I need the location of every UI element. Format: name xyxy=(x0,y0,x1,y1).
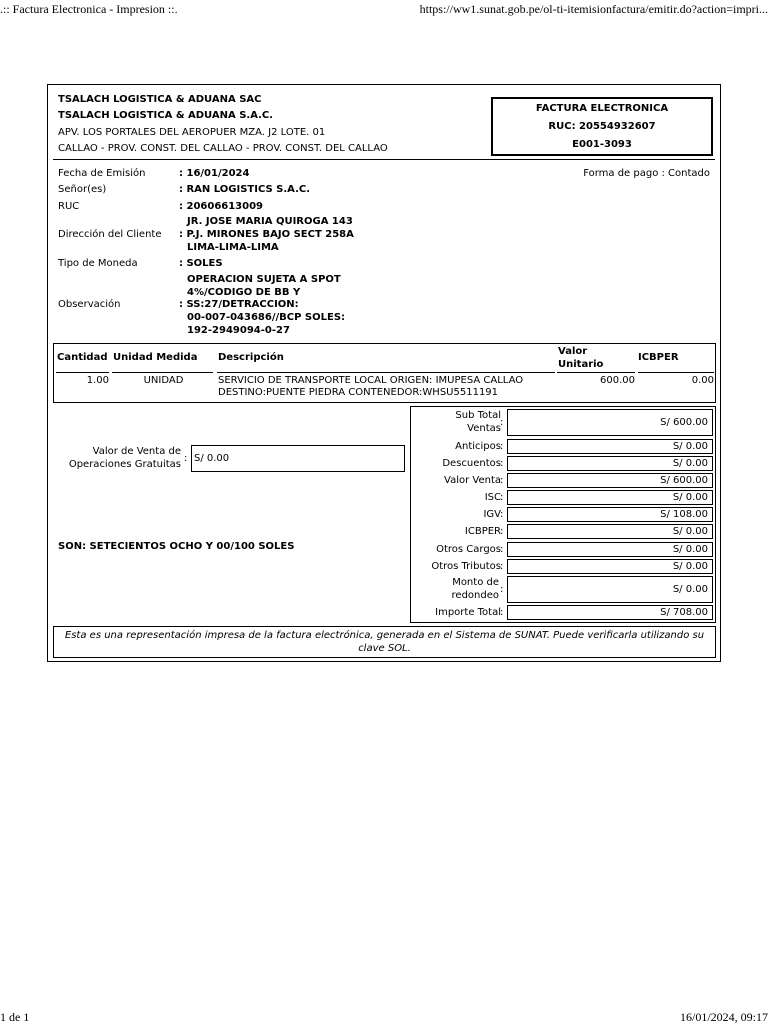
row-valor: 600.00 xyxy=(600,375,635,386)
print-datetime: 16/01/2024, 09:17 xyxy=(679,1010,768,1024)
son-amount-words: SON: SETECIENTOS OCHO Y 00/100 SOLES xyxy=(58,541,295,552)
gratuitas-colon: : xyxy=(184,453,188,464)
row-desc-2: DESTINO:PUENTE PIEDRA CONTENEDOR:WHSU5511191 xyxy=(218,387,499,398)
issuer-address-1: APV. LOS PORTALES DEL AEROPUER MZA. J2 LOTE. 01 xyxy=(58,127,326,138)
print-title: .:: Factura Electronica - Impresion ::. xyxy=(0,2,178,16)
totals-panel xyxy=(410,406,716,623)
dir-line-3: LIMA-LIMA-LIMA xyxy=(187,242,279,253)
descuentos-label: Descuentos xyxy=(442,458,501,469)
importe-total-colon: : xyxy=(500,607,504,618)
issuer-name: TSALACH LOGISTICA & ADUANA SAC xyxy=(58,94,262,105)
redondeo-label-1: Monto de xyxy=(452,577,499,588)
dir-line-2: : P.J. MIRONES BAJO SECT 258A xyxy=(179,229,354,240)
igv-label: IGV xyxy=(483,509,501,520)
otros-tributos-value: S/ 0.00 xyxy=(507,559,713,574)
subtotal-label-1: Sub Total xyxy=(455,410,501,421)
obs-line-1: OPERACION SUJETA A SPOT xyxy=(187,274,341,285)
redondeo-value: S/ 0.00 xyxy=(507,576,713,603)
obs-line-4: 00-007-043686//BCP SOLES: xyxy=(187,312,346,323)
icbper-colon: : xyxy=(500,526,504,537)
gratuitas-value: S/ 0.00 xyxy=(191,445,405,472)
descuentos-colon: : xyxy=(500,458,504,469)
gratuitas-label-1: Valor de Venta de xyxy=(92,446,181,457)
document-id-box xyxy=(491,97,713,156)
anticipos-colon: : xyxy=(500,441,504,452)
redondeo-colon: : xyxy=(500,584,504,595)
dir-label: Dirección del Cliente xyxy=(58,229,162,240)
invoice-document xyxy=(47,84,721,662)
footer-note-line-2: clave SOL. xyxy=(358,643,411,654)
forma-pago: Forma de pago : Contado xyxy=(583,168,710,179)
subtotal-label-2: Ventas xyxy=(467,423,501,434)
col-valor-2: Unitario xyxy=(558,359,604,370)
col-unidad: Unidad Medida xyxy=(113,352,198,363)
row-icbper: 0.00 xyxy=(691,375,714,386)
ruc-value: : 20606613009 xyxy=(179,201,264,212)
footer-note xyxy=(53,626,716,658)
importe-total-label: Importe Total xyxy=(435,607,501,618)
fecha-label: Fecha de Emisión xyxy=(58,168,146,179)
obs-label: Observación xyxy=(58,299,121,310)
issuer-address-2: CALLAO - PROV. CONST. DEL CALLAO - PROV. CONST. DEL CALLAO xyxy=(58,143,388,154)
icbper-value: S/ 0.00 xyxy=(507,524,713,539)
obs-line-5: 192-2949094-0-27 xyxy=(187,325,290,336)
valor-venta-value: S/ 600.00 xyxy=(507,473,713,488)
importe-total-value: S/ 708.00 xyxy=(507,605,713,620)
row-desc-1: SERVICIO DE TRANSPORTE LOCAL ORIGEN: IMUPESA CALLAO xyxy=(218,375,524,386)
otros-cargos-value: S/ 0.00 xyxy=(507,542,713,557)
subtotal-value: S/ 600.00 xyxy=(507,409,713,436)
anticipos-value: S/ 0.00 xyxy=(507,439,713,454)
senor-label: Señor(es) xyxy=(58,184,107,195)
obs-line-3: : SS:27/DETRACCION: xyxy=(179,299,299,310)
items-table xyxy=(53,343,716,403)
redondeo-label-2: redondeo xyxy=(451,590,499,601)
footer-note-line-1: Esta es una representación impresa de la factura electrónica, generada en el Sistema de SUNAT. Puede verificarla utilizando su xyxy=(64,630,705,641)
obs-line-2: 4%/CODIGO DE BB Y xyxy=(187,287,301,298)
senor-value: : RAN LOGISTICS S.A.C. xyxy=(179,184,311,195)
col-valor-1: Valor xyxy=(558,346,588,357)
otros-cargos-colon: : xyxy=(500,544,504,555)
moneda-label: Tipo de Moneda xyxy=(58,258,138,269)
otros-tributos-label: Otros Tributos xyxy=(431,561,501,572)
row-unidad: UNIDAD xyxy=(143,375,184,386)
gratuitas-label-2: Operaciones Gratuitas xyxy=(68,459,181,470)
isc-label: ISC xyxy=(484,492,501,503)
otros-cargos-label: Otros Cargos xyxy=(436,544,501,555)
igv-value: S/ 108.00 xyxy=(507,507,713,522)
isc-value: S/ 0.00 xyxy=(507,490,713,505)
print-url: https://ww1.sunat.gob.pe/ol-ti-itemisionfactura/emitir.do?action=impri... xyxy=(419,2,768,16)
fecha-value: : 16/01/2024 xyxy=(179,168,250,179)
doc-ruc: RUC: 20554932607 xyxy=(548,121,656,132)
dir-line-1: JR. JOSE MARIA QUIROGA 143 xyxy=(187,216,353,227)
icbper-label: ICBPER xyxy=(464,526,501,537)
moneda-value: : SOLES xyxy=(179,258,223,269)
descuentos-value: S/ 0.00 xyxy=(507,456,713,471)
doc-number: E001-3093 xyxy=(572,139,632,150)
igv-colon: : xyxy=(500,509,504,520)
valor-venta-colon: : xyxy=(500,475,504,486)
col-cantidad: Cantidad xyxy=(57,352,108,363)
valor-venta-label: Valor Venta xyxy=(444,475,501,486)
print-page-count: 1 de 1 xyxy=(0,1010,30,1024)
otros-tributos-colon: : xyxy=(500,561,504,572)
ruc-label: RUC xyxy=(58,201,80,212)
subtotal-colon: : xyxy=(500,417,504,428)
issuer-legal-name: TSALACH LOGISTICA & ADUANA S.A.C. xyxy=(58,110,274,121)
col-icbper: ICBPER xyxy=(638,352,679,363)
isc-colon: : xyxy=(500,492,504,503)
row-cantidad: 1.00 xyxy=(86,375,109,386)
doc-type: FACTURA ELECTRONICA xyxy=(535,103,669,114)
anticipos-label: Anticipos xyxy=(455,441,501,452)
col-descripcion: Descripción xyxy=(218,352,284,363)
